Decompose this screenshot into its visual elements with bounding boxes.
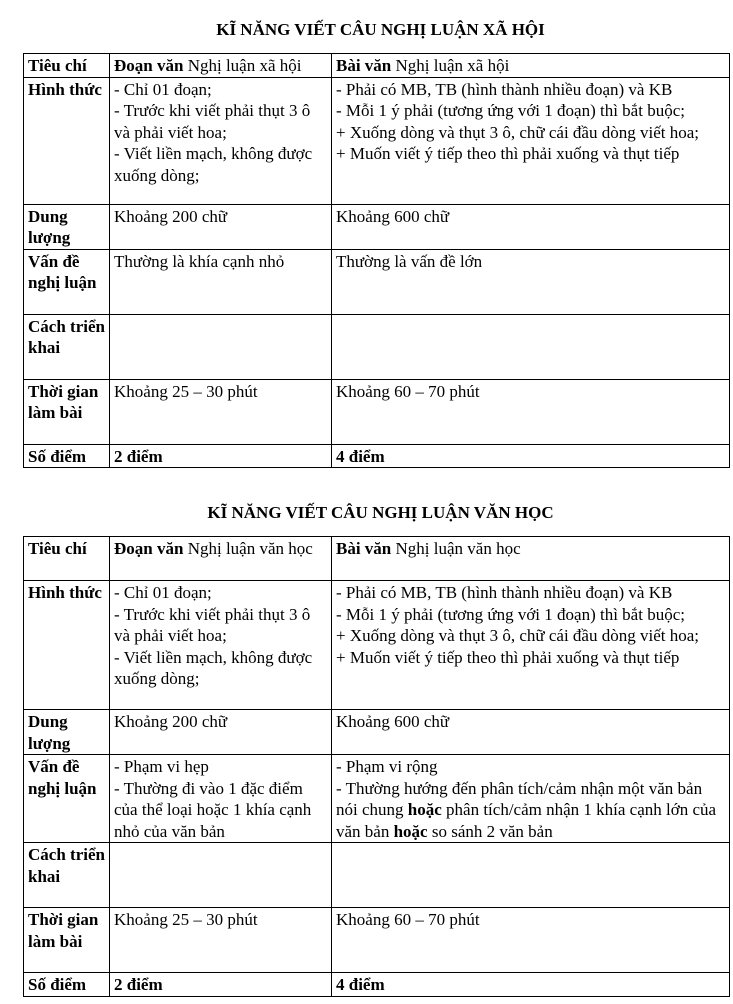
cell-length-essay: Khoảng 600 chữ [332, 710, 730, 755]
cell-time-paragraph: Khoảng 25 – 30 phút [110, 379, 332, 444]
header-paragraph-rest: Nghị luận xã hội [183, 56, 302, 75]
cell-length-paragraph: Khoảng 200 chữ [110, 204, 332, 249]
text-line [336, 778, 725, 843]
text-line: - Chỉ 01 đoạn; [114, 79, 212, 99]
text-line: - Phạm vi rộng [336, 757, 438, 776]
header-criteria: Tiêu chí [24, 537, 110, 581]
cell-method-paragraph [110, 314, 332, 379]
cell-form-essay [332, 581, 730, 710]
cell-issue-paragraph: Thường là khía cạnh nhỏ [110, 249, 332, 314]
cell-method-essay [332, 843, 730, 908]
row-length [24, 204, 730, 249]
text-line: - Thường đi vào 1 đặc điểm của thể loại hoặc 1 khía cạnh nhỏ của văn bản [114, 778, 312, 841]
row-label-form: Hình thức [24, 77, 110, 204]
row-label-method: Cách triển khai [24, 314, 110, 379]
row-method [24, 314, 730, 379]
row-time [24, 908, 730, 973]
text-line: - Chỉ 01 đoạn; [114, 583, 212, 602]
cell-length-paragraph: Khoảng 200 chữ [110, 710, 332, 755]
text-line: + Muốn viết ý tiếp theo thì phải xuống và thụt tiếp [336, 144, 680, 163]
row-label-score: Số điểm [24, 444, 110, 468]
header-paragraph [110, 537, 332, 581]
cell-time-paragraph: Khoảng 25 – 30 phút [110, 908, 332, 973]
cell-time-essay: Khoảng 60 – 70 phút [332, 379, 730, 444]
header-essay-bold: Bài văn [336, 56, 392, 75]
text-run-bold: hoặc [393, 821, 428, 841]
row-label-score: Số điểm [24, 973, 110, 997]
cell-time-essay: Khoảng 60 – 70 phút [332, 908, 730, 973]
header-paragraph-rest: Nghị luận văn học [183, 539, 313, 558]
header-criteria: Tiêu chí [24, 54, 110, 78]
header-essay [332, 537, 730, 581]
header-essay-bold: Bài văn [336, 539, 392, 558]
cell-issue-essay: Thường là vấn đề lớn [332, 249, 730, 314]
row-issue [24, 755, 730, 843]
cell-score-paragraph: 2 điểm [110, 444, 332, 468]
text-line: - Trước khi viết phải thụt 3 ô và phải viết hoa; [114, 604, 311, 645]
header-paragraph-bold: Đoạn văn [114, 539, 184, 558]
row-score [24, 444, 730, 468]
row-label-length: Dung lượng [24, 710, 110, 755]
row-label-method: Cách triển khai [24, 843, 110, 908]
row-label-length: Dung lượng [24, 204, 110, 249]
section-title-social: KĨ NĂNG VIẾT CÂU NGHỊ LUẬN XÃ HỘI [216, 20, 545, 39]
text-line: - Viết liền mạch, không được xuống dòng; [114, 647, 313, 688]
row-method [24, 843, 730, 908]
cell-form-paragraph [110, 77, 332, 204]
row-time [24, 379, 730, 444]
cell-score-paragraph: 2 điểm [110, 973, 332, 997]
text-line: - Phải có MB, TB (hình thành nhiều đoạn) và KB [336, 79, 673, 99]
row-label-issue: Vấn đề nghị luận [24, 249, 110, 314]
text-line: + Xuống dòng và thụt 3 ô, chữ cái đầu dòng viết hoa; [336, 122, 699, 142]
cell-issue-paragraph [110, 755, 332, 843]
text-line: + Muốn viết ý tiếp theo thì phải xuống và thụt tiếp [336, 647, 680, 667]
text-line: - Phạm vi hẹp [114, 757, 209, 776]
text-line: - Trước khi viết phải thụt 3 ô và phải viết hoa; [114, 101, 311, 142]
cell-method-paragraph [110, 843, 332, 908]
comparison-table-literary [23, 536, 730, 997]
row-score [24, 973, 730, 997]
cell-form-essay [332, 77, 730, 204]
text-run: so sánh 2 văn bản [427, 821, 553, 841]
comparison-table-social [23, 53, 730, 468]
cell-method-essay [332, 314, 730, 379]
header-essay-rest: Nghị luận xã hội [391, 56, 510, 75]
header-essay [332, 54, 730, 78]
cell-score-essay: 4 điểm [332, 973, 730, 997]
cell-issue-essay [332, 755, 730, 843]
text-line: - Phải có MB, TB (hình thành nhiều đoạn) và KB [336, 583, 673, 602]
text-run: - Thường hướng đến phân tích/cảm nhận một văn bản nói chung [336, 778, 703, 819]
header-paragraph [110, 54, 332, 78]
section-title-literary: KĨ NĂNG VIẾT CÂU NGHỊ LUẬN VĂN HỌC [207, 503, 554, 522]
row-length [24, 710, 730, 755]
row-form [24, 581, 730, 710]
row-form [24, 77, 730, 204]
text-line: - Mỗi 1 ý phải (tương ứng với 1 đoạn) thì bắt buộc; [336, 101, 685, 120]
row-label-issue: Vấn đề nghị luận [24, 755, 110, 843]
text-run: phân tích/cảm nhận 1 khía cạnh lớn của văn bản [336, 800, 717, 841]
row-label-form: Hình thức [24, 581, 110, 710]
text-line: - Viết liền mạch, không được xuống dòng; [114, 144, 313, 185]
cell-score-essay: 4 điểm [332, 444, 730, 468]
header-row [24, 54, 730, 78]
header-essay-rest: Nghị luận văn học [391, 539, 521, 558]
row-label-time: Thời gian làm bài [24, 908, 110, 973]
cell-form-paragraph [110, 581, 332, 710]
text-line: + Xuống dòng và thụt 3 ô, chữ cái đầu dòng viết hoa; [336, 626, 699, 645]
cell-length-essay: Khoảng 600 chữ [332, 204, 730, 249]
text-run-bold: hoặc [407, 800, 442, 819]
row-issue [24, 249, 730, 314]
header-paragraph-bold: Đoạn văn [114, 56, 184, 75]
row-label-time: Thời gian làm bài [24, 379, 110, 444]
header-row [24, 537, 730, 581]
text-line: - Mỗi 1 ý phải (tương ứng với 1 đoạn) thì bắt buộc; [336, 604, 685, 624]
